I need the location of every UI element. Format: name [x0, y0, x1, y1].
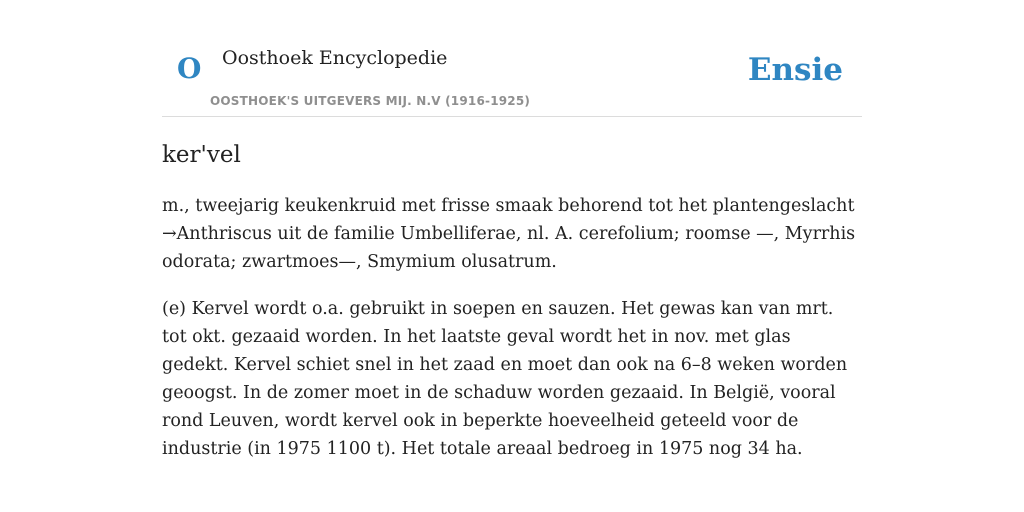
source-logo-letter[interactable]: O [177, 52, 202, 85]
entry-headword: ker'vel [162, 142, 241, 168]
source-header [162, 0, 862, 117]
source-title-link[interactable]: Oosthoek Encyclopedie [222, 47, 448, 69]
article-page [162, 0, 862, 512]
entry-comment: (e) Kervel wordt o.a. gebruikt in soepen en sauzen. Het gewas kan van mrt. tot okt. gezaaid worden. In het laatste geval wordt het in nov. met glas gedekt. Kervel schiet snel in het zaad en moet dan ook na 6–8 weken worden geoogst. In de zomer moet in de schaduw worden gezaaid. In België, vooral rond Leuven, wordt kervel ook in beperkte hoeveelheid geteeld voor de industrie (in 1975 1100 t). Het totale areaal bedroeg in 1975 nog 34 ha. [162, 299, 848, 459]
ensie-brand-logo[interactable]: Ensie [747, 52, 843, 88]
source-publisher: OOSTHOEK'S UITGEVERS MIJ. N.V (1916-1925) [210, 94, 531, 108]
entry-definition: m., tweejarig keukenkruid met frisse smaak behorend tot het plantengeslacht →Anthriscus uit de familie Umbelliferae, nl. A. cerefolium; roomse —, Myrrhis odorata; zwartmoes—, Smymium olusatrum. [162, 196, 856, 272]
